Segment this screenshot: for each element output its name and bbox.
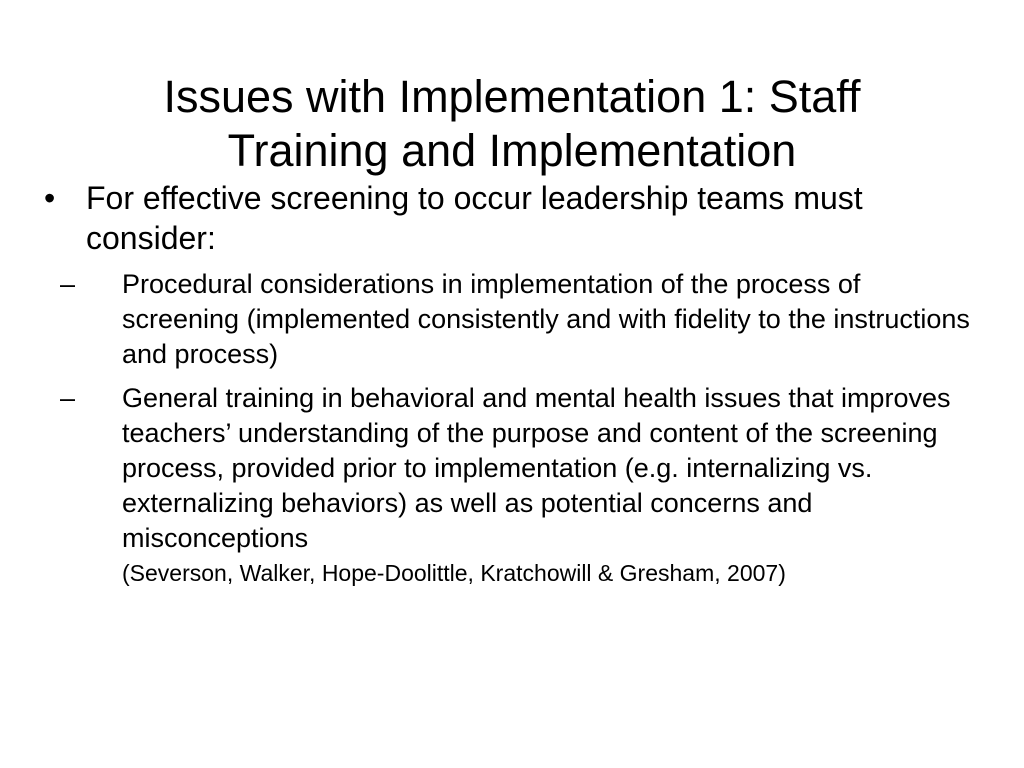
slide-title-line-2: Training and Implementation <box>227 125 797 176</box>
bullet-item <box>44 178 984 258</box>
citation: (Severson, Walker, Hope-Doolittle, Kratchowill & Gresham, 2007) <box>122 560 786 586</box>
sub-bullet-text: General training in behavioral and mental health issues that improves teachers’ understanding of the purpose and content of the screening process, provided prior to implementation (e.g. internalizing vs. externalizing behaviors) as well as potential concerns and misconceptions <box>122 383 951 553</box>
sub-bullet-item <box>44 381 984 588</box>
bullet-marker: • <box>44 180 56 216</box>
sub-bullet-item <box>44 267 984 372</box>
sub-bullet-marker: – <box>60 383 76 413</box>
bullet-text: For effective screening to occur leadership teams must consider: <box>86 180 863 256</box>
sub-bullet-marker: – <box>60 269 76 299</box>
slide-title-line-1: Issues with Implementation 1: Staff <box>163 71 861 122</box>
slide-title <box>60 70 964 178</box>
slide-content <box>44 178 984 588</box>
sub-bullet-text: Procedural considerations in implementation of the process of screening (implemented consistently and with fidelity to the instructions and process) <box>122 269 970 369</box>
